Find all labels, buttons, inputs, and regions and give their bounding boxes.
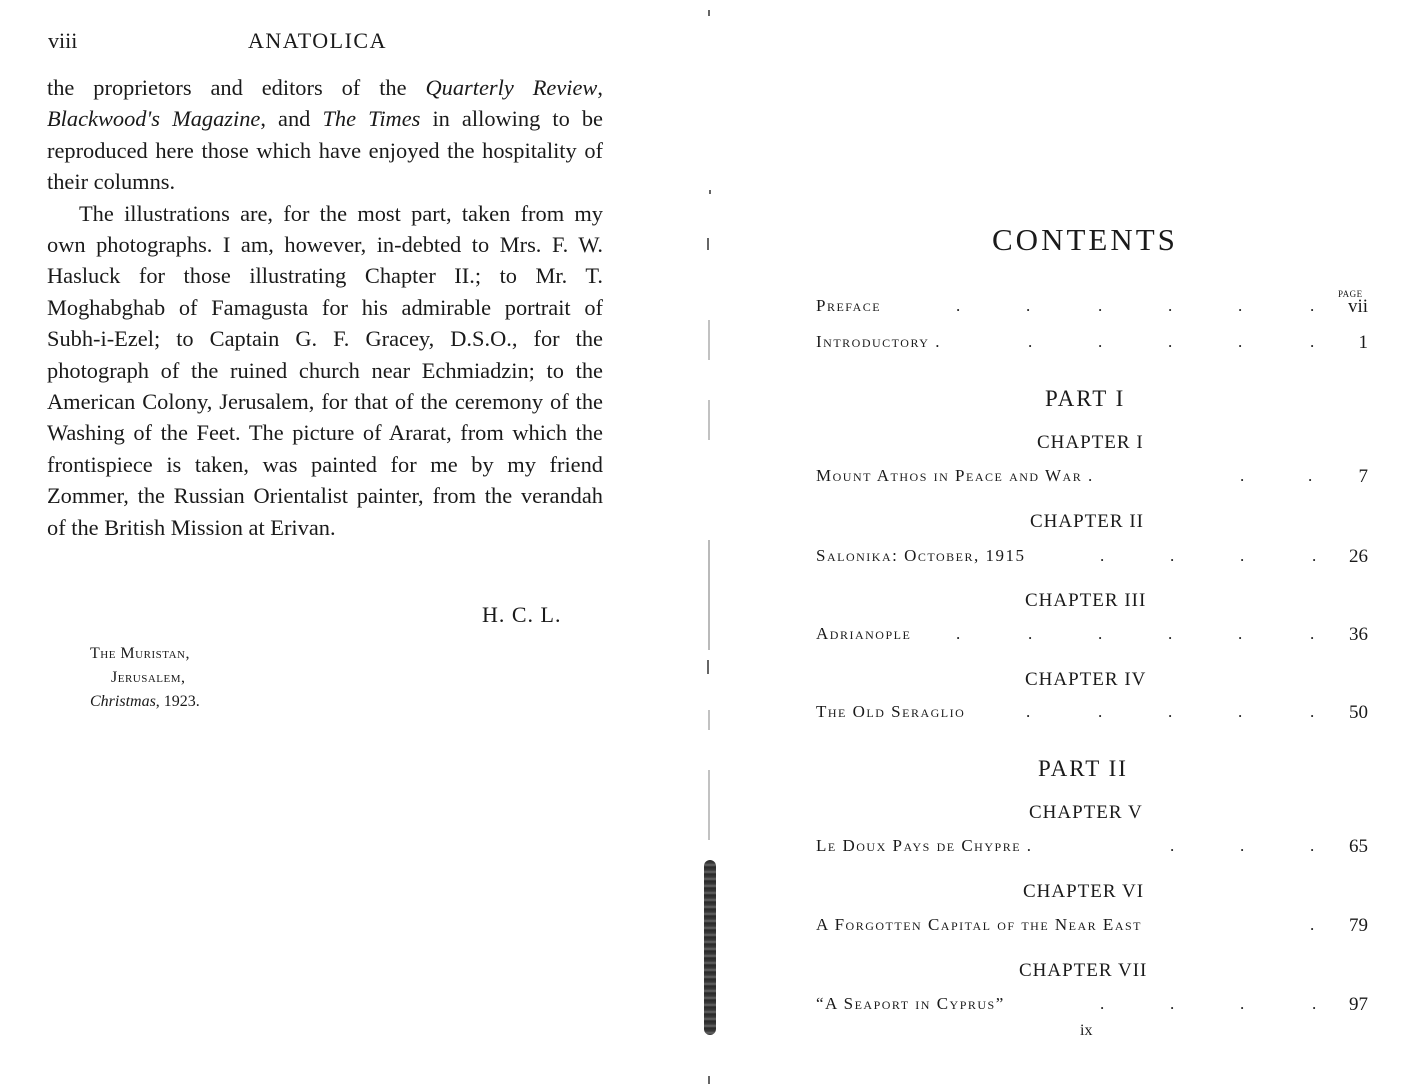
gutter-mark	[708, 10, 710, 16]
toc-entry-page: 7	[1358, 466, 1368, 487]
toc-entry-title: Salonika: October, 1915	[816, 546, 1026, 565]
page-number: viii	[48, 28, 78, 53]
toc-entry-title: Introductory .	[816, 332, 941, 351]
left-page	[0, 0, 690, 1089]
gutter-shadow	[704, 860, 716, 1035]
chapter-heading: CHAPTER I	[1037, 432, 1144, 453]
page-column-label: PAGE	[1338, 289, 1363, 299]
chapter-heading: CHAPTER VII	[1019, 960, 1148, 981]
gutter-mark	[709, 190, 711, 194]
toc-entry-page: 65	[1349, 836, 1368, 857]
toc-entry-chapter-2: Salonika: October, 1915 . . . . 26	[816, 546, 1368, 567]
toc-entry-page: 36	[1349, 624, 1368, 645]
toc-entry-chapter-4: The Old Seraglio . . . . . 50	[816, 702, 1368, 723]
toc-entry-preface: Preface . . . . . . vii	[816, 296, 1368, 317]
toc-entry-chapter-5: Le Doux Pays de Chypre . . . . 65	[816, 836, 1368, 857]
paragraph-1: the proprietors and editors of the Quarterly Review, Blackwood's Magazine, and The Times in allowing to be reproduced here those which have enjoyed the hospitality of their columns.	[47, 75, 603, 195]
toc-entry-title: Mount Athos in Peace and War .	[816, 466, 1094, 485]
contents-page	[720, 0, 1424, 1089]
part-heading: PART II	[1038, 756, 1128, 781]
publication-title: The Times	[322, 106, 421, 132]
gutter-mark	[708, 400, 710, 440]
gutter-mark	[707, 238, 709, 250]
book-gutter	[692, 0, 722, 1089]
preface-text	[47, 72, 603, 543]
chapter-heading: CHAPTER V	[1029, 802, 1143, 823]
dateline-date-italic: Christmas	[90, 693, 156, 710]
contents-heading: CONTENTS	[992, 222, 1178, 257]
gutter-mark	[708, 320, 710, 360]
gutter-mark	[707, 660, 709, 674]
toc-entry-title: “A Seaport in Cyprus”	[816, 994, 1005, 1013]
publication-title: Quarterly Review	[425, 75, 598, 100]
toc-entry-page: 79	[1349, 915, 1368, 936]
page-number: ix	[1080, 1022, 1093, 1039]
gutter-mark	[708, 710, 710, 730]
gutter-mark	[708, 540, 710, 650]
toc-entry-title: Le Doux Pays de Chypre .	[816, 836, 1033, 855]
paragraph-2: The illustrations are, for the most part, taken from my own photographs. I am, however, in-debted to Mrs. F. W. Hasluck for those illustrating Chapter II.; to Mr. T. Moghabghab of Famagusta for his admirable portrait of Subh-i-Ezel; to Captain G. F. Gracey, D.S.O., for the photograph of the ruined church near Echmiadzin; to the American Colony, Jerusalem, for that of the ceremony of the Washing of the Feet. The picture of Ararat, from which the frontispiece is taken, was painted for me by my friend Zommer, the Russian Orientalist painter, from the verandah of the British Mission at Erivan.	[47, 200, 603, 540]
toc-entry-chapter-1: Mount Athos in Peace and War . . . 7	[816, 466, 1368, 487]
dateline-date-rest: , 1923.	[155, 693, 200, 710]
toc-entry-title: Adrianople	[816, 624, 912, 643]
toc-entry-introductory: Introductory . . . . . . 1	[816, 332, 1368, 353]
dateline-place: The Muristan,	[90, 645, 190, 662]
toc-entry-page: 1	[1358, 332, 1368, 353]
gutter-mark	[708, 770, 710, 840]
toc-entry-chapter-7: “A Seaport in Cyprus” . . . . 97	[816, 994, 1368, 1015]
toc-entry-page: vii	[1347, 296, 1368, 317]
dateline-city: Jerusalem,	[111, 669, 186, 686]
part-heading: PART I	[1045, 386, 1126, 411]
signature: H. C. L.	[482, 602, 562, 627]
dateline-date	[90, 690, 200, 714]
toc-entry-chapter-6: A Forgotten Capital of the Near East . 79	[816, 915, 1368, 936]
toc-entry-title: A Forgotten Capital of the Near East	[816, 915, 1142, 934]
toc-entry-page: 97	[1349, 994, 1368, 1015]
toc-entry-title: The Old Seraglio	[816, 702, 966, 721]
toc-entry-chapter-3: Adrianople . . . . . . 36	[816, 624, 1368, 645]
chapter-heading: CHAPTER VI	[1023, 881, 1145, 902]
dateline	[90, 642, 200, 714]
toc-entry-page: 26	[1349, 546, 1368, 567]
chapter-heading: CHAPTER III	[1025, 590, 1147, 611]
gutter-mark	[708, 1076, 710, 1084]
toc-entry-page: 50	[1349, 702, 1368, 723]
chapter-heading: CHAPTER II	[1030, 511, 1144, 532]
chapter-heading: CHAPTER IV	[1025, 669, 1147, 690]
publication-title: Blackwood's Magazine	[47, 106, 261, 132]
running-title: ANATOLICA	[248, 28, 387, 53]
toc-entry-title: Preface	[816, 296, 882, 315]
